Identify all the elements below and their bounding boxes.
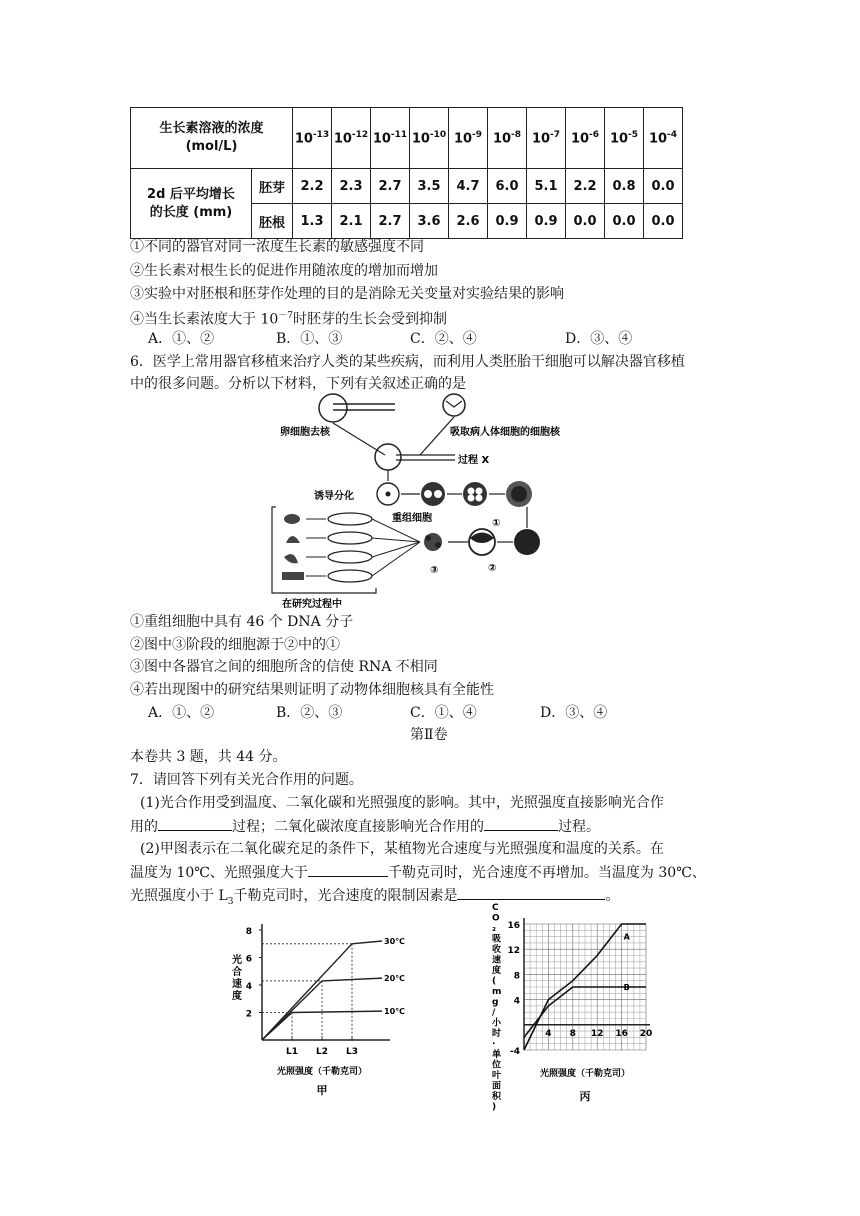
chart-title: 丙	[579, 1090, 591, 1103]
q6-option-c: C．①、④	[410, 705, 477, 721]
series-label: 20℃	[384, 974, 405, 984]
series-label: A	[623, 932, 630, 942]
q7-p2-line2: 温度为 10℃、光照强度大于 千勒克司时，光合速度不再增加。当温度为 30℃、	[130, 862, 706, 883]
y-tick-label: 16	[507, 921, 520, 931]
q7-p1-line2: 用的 过程；二氧化碳浓度直接影响光合作用的 过程。	[130, 816, 600, 837]
q5-statement-3: ③实验中对胚根和胚芽作处理的目的是消除无关变量对实验结果的影响	[130, 286, 564, 302]
section-title: 第Ⅱ卷	[410, 727, 448, 743]
table-cell: 0.0	[644, 169, 683, 204]
table-cell: 6.0	[488, 169, 527, 204]
chart-bing	[480, 900, 660, 1113]
table-cell: 0.9	[488, 204, 527, 239]
y-axis-label: C O ₂ 吸收速度( m g /小时·单位叶面积)	[492, 903, 502, 1113]
table-cell: 2.7	[371, 204, 410, 239]
q6-statement-4: ④若出现图中的研究结果则证明了动物体细胞核具有全能性	[130, 682, 494, 698]
table-cell: 0.8	[605, 169, 644, 204]
answer-blank-2[interactable]	[484, 816, 558, 831]
table-cell: 0.0	[566, 204, 605, 239]
y-tick-label: 4	[245, 982, 252, 992]
x-tick-label: L1	[286, 1047, 298, 1057]
x-axis-label: 光照强度（千勒克司）	[539, 1069, 631, 1079]
x-tick-label: L3	[346, 1047, 358, 1057]
answer-blank-1[interactable]	[158, 816, 232, 831]
table-cell: 2.7	[371, 169, 410, 204]
conc-cell: $10^{-7}$	[527, 108, 566, 169]
table-cell: 2.1	[332, 204, 371, 239]
q6-statement-3: ③图中各器官之间的细胞所含的信使 RNA 不相同	[130, 659, 438, 675]
conc-cell: $10^{-8}$	[488, 108, 527, 169]
x-axis-label: 光照强度（千勒克司）	[276, 1067, 368, 1077]
marker-3: ③	[430, 565, 439, 576]
nuclear-transfer-diagram	[270, 393, 560, 611]
conc-cell: $10^{-13}$	[293, 108, 332, 169]
q5-option-c: C．②、④	[410, 331, 477, 347]
table-cell: 0.0	[605, 204, 644, 239]
chart-title: 甲	[316, 1084, 328, 1097]
x-tick-label: 20	[639, 1028, 653, 1039]
table-header-unit: (mol/L)	[185, 139, 238, 154]
marker-1: ①	[492, 518, 501, 529]
y-tick-label: 4	[513, 996, 520, 1007]
organ-label: 胚根	[252, 204, 293, 239]
q5-option-d: D．③、④	[565, 331, 633, 347]
q5-statement-4: ④当生长素浓度大于 $10^{-7}$时胚芽的生长会受到抑制	[130, 311, 447, 328]
y-tick-label: 8	[513, 971, 520, 982]
label-remove-nucleus: 卵细胞去核	[280, 427, 330, 438]
y-axis-label: 光合速度	[232, 955, 242, 1002]
section-note: 本卷共 3 题，共 44 分。	[130, 749, 287, 765]
q5-statement-2: ②生长素对根生长的促进作用随浓度的增加而增加	[130, 263, 438, 279]
series-label: 30℃	[384, 937, 405, 946]
series-label: 10℃	[384, 1007, 405, 1017]
x-tick-label: 12	[590, 1028, 604, 1039]
label-in-research: 在研究过程中	[282, 599, 342, 610]
conc-cell: $10^{-4}$	[644, 108, 683, 169]
q7-title: 7．请回答下列有关光合作用的问题。	[130, 772, 363, 788]
conc-cell: $10^{-6}$	[566, 108, 605, 169]
q6-option-d: D．③、④	[540, 705, 608, 721]
conc-cell: $10^{-10}$	[410, 108, 449, 169]
answer-blank-3[interactable]	[308, 862, 388, 877]
auxin-table	[130, 107, 683, 239]
x-tick-label: 16	[615, 1028, 628, 1039]
table-cell: 4.7	[449, 169, 488, 204]
table-cell: 3.6	[410, 204, 449, 239]
table-cell: 2.2	[566, 169, 605, 204]
q7-p2-line1: (2)甲图表示在二氧化碳充足的条件下，某植物光合速度与光照强度和温度的关系。在	[140, 841, 664, 857]
q5-statement-1: ①不同的器官对同一浓度生长素的敏感强度不同	[130, 239, 424, 255]
y-tick-label: 12	[507, 946, 520, 957]
table-cell: 1.3	[293, 204, 332, 239]
table-cell: 2.2	[293, 169, 332, 204]
chart-jia	[220, 920, 405, 1100]
q6-statement-1: ①重组细胞中具有 46 个 DNA 分子	[130, 614, 354, 630]
x-tick-label: L2	[316, 1047, 328, 1057]
label-extract-nucleus: 吸取病人体细胞的细胞核	[450, 427, 560, 438]
table-cell: 2.3	[332, 169, 371, 204]
marker-2: ②	[488, 563, 497, 574]
table-cell: 0.9	[527, 204, 566, 239]
x-tick-label: 8	[569, 1028, 576, 1039]
table-header-cell	[131, 108, 293, 169]
table-cell: 3.5	[410, 169, 449, 204]
series-label: B	[623, 983, 630, 992]
q7-p2-line3: 光照强度小于 $L_3$千勒克司时，光合速度的限制因素是 。	[130, 885, 619, 912]
q6-statement-2: ②图中③阶段的细胞源于②中的①	[130, 637, 340, 653]
y-tick-label: 6	[245, 954, 252, 965]
conc-cell: $10^{-12}$	[332, 108, 371, 169]
answer-blank-4[interactable]	[457, 885, 605, 900]
y-tick-label: 8	[245, 927, 252, 937]
q6-stem-2: 中的很多问题。分析以下材料，下列有关叙述正确的是	[130, 376, 466, 392]
conc-cell: $10^{-5}$	[605, 108, 644, 169]
table-cell: 2.6	[449, 204, 488, 239]
row-group-label: 2d 后平均增长 的长度 (mm)	[131, 169, 252, 239]
y-tick-label: 2	[245, 1009, 252, 1020]
label-induce: 诱导分化	[314, 491, 354, 502]
organ-label: 胚芽	[252, 169, 293, 204]
table-header: 生长素溶液的浓度	[159, 121, 264, 136]
conc-cell: $10^{-11}$	[371, 108, 410, 169]
q5-option-a: A．①、②	[148, 331, 215, 347]
q5-option-b: B．①、③	[276, 331, 343, 347]
q6-option-a: A．①、②	[148, 705, 215, 721]
y-tick-label: -4	[510, 1047, 520, 1057]
q6-stem-1: 6．医学上常用器官移植来治疗人类的某些疾病，而利用人类胚胎干细胞可以解决器官移植	[130, 354, 685, 370]
table-cell: 0.0	[644, 204, 683, 239]
x-tick-label: 4	[545, 1028, 552, 1039]
conc-cell: $10^{-9}$	[449, 108, 488, 169]
label-process-x: 过程 X	[458, 455, 490, 466]
label-recombined: 重组细胞	[392, 513, 432, 524]
table-cell: 5.1	[527, 169, 566, 204]
q7-p1-line1: (1)光合作用受到温度、二氧化碳和光照强度的影响。其中，光照强度直接影响光合作	[140, 795, 664, 811]
q6-option-b: B．②、③	[276, 705, 343, 721]
